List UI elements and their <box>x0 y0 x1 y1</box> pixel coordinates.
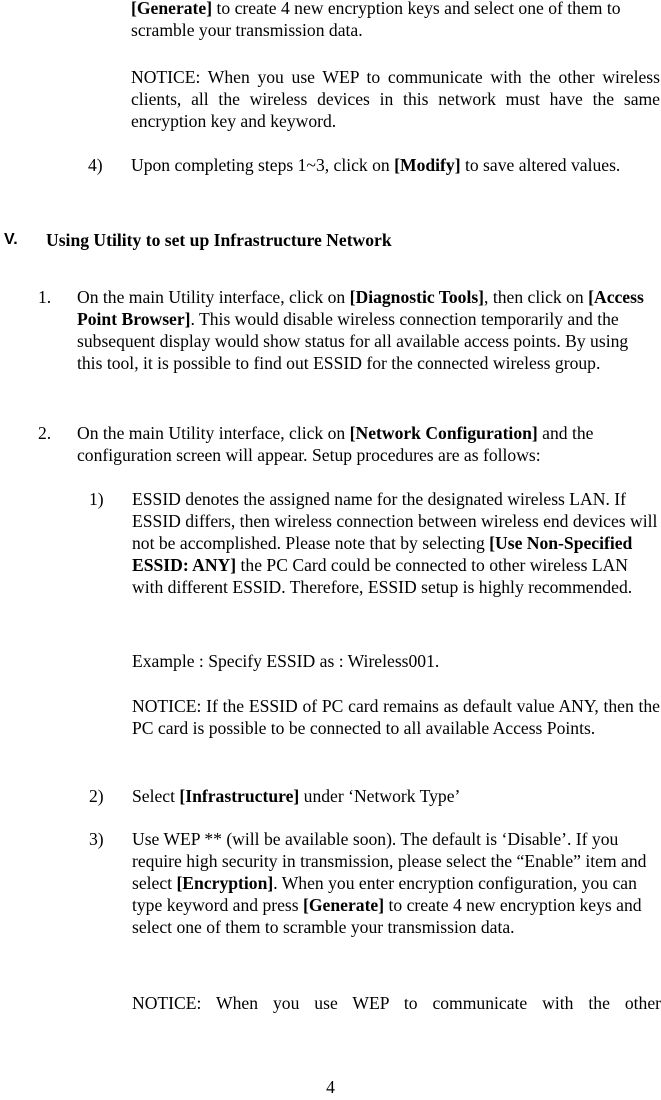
page-number: 4 <box>326 1077 335 1097</box>
sub-step-number: 3) <box>89 829 104 849</box>
bold-term: [Infrastructure] <box>179 786 300 806</box>
list-item: On the main Utility interface, click on [Diagnostic Tools], then click on [Access Point Browser]. This would disable wireless connection temporarily and the subsequent display would show status for all available access points. By using this tool, it is possible to find out ESSID for the connected wireless group. <box>77 287 644 373</box>
bold-term: [Encryption] <box>176 873 274 893</box>
sub-step-wep: Use WEP ** (will be available soon). The default is ‘Disable’. If you require high security in transmission, please select the “Enable” item and select [Encryption]. When you enter encryption configuration, you can type keyword and press [Generate] to create 4 new encryption keys and select one of them to scramble your transmission data. <box>132 829 647 937</box>
list-item: On the main Utility interface, click on [Network Configuration] and the configuration screen will appear. Setup procedures are as follows: <box>77 423 594 465</box>
notice-wep-keys: NOTICE: When you use WEP to communicate with the other wireless clients, all the wireless devices in this network must have the same encryption key and keyword. <box>131 67 660 131</box>
section-heading: Using Utility to set up Infrastructure Network <box>46 230 392 250</box>
item-number: 2. <box>38 423 52 443</box>
section-number: V. <box>4 231 18 248</box>
bold-term: [Access Point Browser] <box>77 287 644 329</box>
notice-wep-continued: NOTICE: When you use WEP to communicate with the other <box>132 993 661 1013</box>
step-modify: Upon completing steps 1~3, click on [Modify] to save altered values. <box>131 155 621 175</box>
example-text: Example : Specify ESSID as : Wireless001. <box>132 651 440 671</box>
bold-term: [Network Configuration] <box>349 423 538 443</box>
continued-paragraph: [Generate] to create 4 new encryption keys and select one of them to scramble your transmission data. <box>131 0 621 40</box>
item-number: 1. <box>38 287 52 307</box>
sub-step-essid: ESSID denotes the assigned name for the designated wireless LAN. If ESSID differs, then wireless connection between wireless end devices will not be accomplished. Please note that by selecting [Use Non-Specified ESSID: ANY] the PC Card could be connected to other wireless LAN with different ESSID. Therefore, ESSID setup is highly recommended. <box>132 489 658 597</box>
sub-step-network-type: Select [Infrastructure] under ‘Network Type’ <box>132 786 461 806</box>
bold-term: [Generate] <box>303 895 385 915</box>
sub-step-number: 2) <box>89 786 104 806</box>
notice-essid: NOTICE: If the ESSID of PC card remains as default value ANY, then the PC card is possible to be connected to all available Access Points. <box>132 696 660 738</box>
sub-step-number: 1) <box>89 489 104 509</box>
bold-term: [Modify] <box>394 155 461 175</box>
step-number: 4) <box>88 155 103 175</box>
bold-term: [Generate] <box>131 0 213 18</box>
bold-term: [Use Non-Specified ESSID: ANY] <box>132 533 633 575</box>
bold-term: [Diagnostic Tools] <box>349 287 485 307</box>
